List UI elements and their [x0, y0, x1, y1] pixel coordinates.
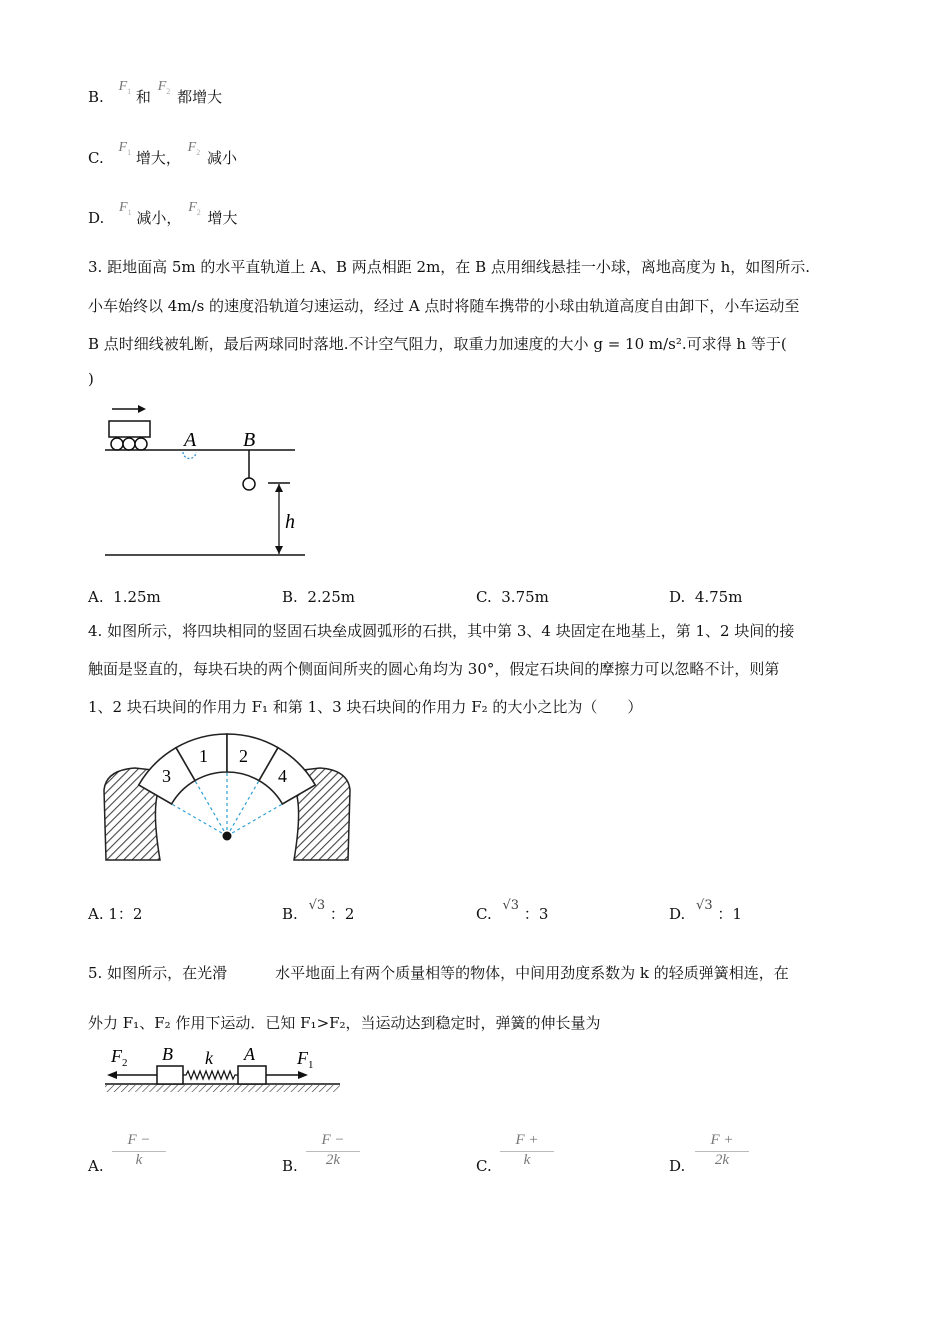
h-label: h [285, 511, 295, 533]
q4-figure [100, 730, 355, 865]
q5-stem-line2: 外力 F₁、F₂ 作用下运动．已知 F₁>F₂，当运动达到稳定时，弹簧的伸长量为 [88, 1014, 601, 1032]
q3-option-d[interactable]: D. 4.75m [669, 588, 743, 606]
point-b-label: B [243, 429, 256, 451]
option-text: 都增大 [177, 88, 223, 106]
q4-stem-line1: 4. 如图所示，将四块相同的竖固石块垒成圆弧形的石拱，其中第 3、4 块固定在地基上，第 1、2 块间的接 [88, 622, 795, 640]
q3-option-a[interactable]: A. 1.25m [88, 588, 161, 606]
radius-line [195, 781, 227, 836]
ground-hatch [105, 1085, 340, 1092]
force-symbol: $F_2$ [188, 200, 201, 217]
f1-label: $F_1$ [297, 1048, 314, 1071]
k-label: k [205, 1048, 213, 1068]
q2-option-c[interactable] [88, 140, 237, 169]
q5-option-b-label[interactable]: B. [282, 1157, 298, 1175]
a-label: A [244, 1044, 255, 1064]
q5-option-a-label[interactable]: A. [88, 1157, 104, 1175]
block-1-label: 1 [199, 746, 208, 766]
q3-stem-line2: 小车始终以 4m/s 的速度沿轨道匀速运动，经过 A 点时将随车携带的小球由轨道高度自由卸下，小车运动至 [88, 297, 800, 315]
sqrt3: √3 [502, 898, 520, 913]
force-symbol: $F_1$ [118, 79, 132, 96]
q4-option-d[interactable]: D. √3 ：1 [669, 898, 742, 923]
option-text: 减小 [206, 149, 237, 167]
q5-option-c-fraction[interactable]: F + k [500, 1132, 554, 1169]
dropped-ball [183, 452, 196, 459]
block-4-label: 4 [278, 766, 287, 786]
radius-line [172, 804, 227, 836]
h-arrow-up [275, 484, 283, 492]
q5-option-a-fraction[interactable]: F − k [112, 1132, 166, 1169]
cart-wheel [123, 438, 135, 450]
q3-stem-line1: 3. 距地面高 5m 的水平直轨道上 A、B 两点相距 2m，在 B 点用细线悬挂一小球，离地高度为 h，如图所示. [88, 258, 811, 276]
q2-option-b[interactable] [88, 79, 223, 108]
f2-label: $F_2$ [111, 1046, 128, 1069]
arch-center [223, 832, 232, 841]
option-text: 增大 [207, 209, 238, 227]
hanging-ball [243, 478, 255, 490]
force-symbol: $F_2$ [187, 140, 201, 157]
option-label: B. [88, 88, 104, 106]
radius-line [227, 781, 259, 836]
block-2-label: 2 [239, 746, 248, 766]
q5-stem-line1: 5. 如图所示，在光滑 水平地面上有两个质量相等的物体，中间用劲度系数为 k 的轻质弹簧相连，在 [88, 964, 789, 982]
q5-option-c-label[interactable]: C. [476, 1157, 492, 1175]
force-symbol: $F_1$ [118, 140, 132, 157]
option-text: 增大， [135, 149, 181, 167]
b-label: B [162, 1044, 173, 1064]
option-label: C. [88, 149, 104, 167]
q4-option-c[interactable]: C. √3 ：3 [476, 898, 549, 923]
q5-option-d-label[interactable]: D. [669, 1157, 686, 1175]
q3-figure [100, 400, 310, 560]
q5-option-d-fraction[interactable]: F + 2k [695, 1132, 749, 1169]
point-a-label: A [184, 429, 197, 451]
q3-stem-line4: ) [88, 370, 94, 388]
q4-option-a[interactable]: A. 1：2 [88, 905, 143, 923]
q4-stem-line3: 1、2 块石块间的作用力 F₁ 和第 1、3 块石块间的作用力 F₂ 的大小之比为（ ） [88, 698, 643, 716]
q3-option-c[interactable]: C. 3.75m [476, 588, 549, 606]
force-symbol: $F_1$ [119, 200, 132, 217]
q2-option-d[interactable] [88, 200, 238, 229]
cart-wheel [111, 438, 123, 450]
h-arrow-down [275, 546, 283, 554]
q3-option-b[interactable]: B. 2.25m [282, 588, 355, 606]
radius-line [227, 804, 282, 836]
option-label: D. [88, 209, 105, 227]
q4-option-b[interactable]: B. √3 ：2 [282, 898, 355, 923]
f2-arrowhead [107, 1071, 117, 1079]
cart-wheel [135, 438, 147, 450]
cart [109, 421, 150, 437]
q3-stem-line3: B 点时细线被轧断，最后两球同时落地.不计空气阻力，取重力加速度的大小 g = 10 m/s².可求得 h 等于( [88, 335, 787, 353]
spring [183, 1071, 238, 1079]
block-3-label: 3 [162, 766, 171, 786]
f1-arrowhead [298, 1071, 308, 1079]
block-b [157, 1066, 183, 1084]
force-symbol: $F_2$ [157, 79, 171, 96]
q4-stem-line2: 触面是竖直的，每块石块的两个侧面间所夹的圆心角均为 30°，假定石块间的摩擦力可以忽略不计，则第 [88, 660, 780, 678]
q5-option-b-fraction[interactable]: F − 2k [306, 1132, 360, 1169]
option-text: 和 [135, 88, 151, 106]
sqrt3: √3 [308, 898, 326, 913]
velocity-arrowhead [138, 405, 146, 413]
sqrt3: √3 [696, 898, 713, 913]
block-a [238, 1066, 266, 1084]
option-text: 减小， [136, 209, 182, 227]
q5-figure [100, 1042, 350, 1098]
